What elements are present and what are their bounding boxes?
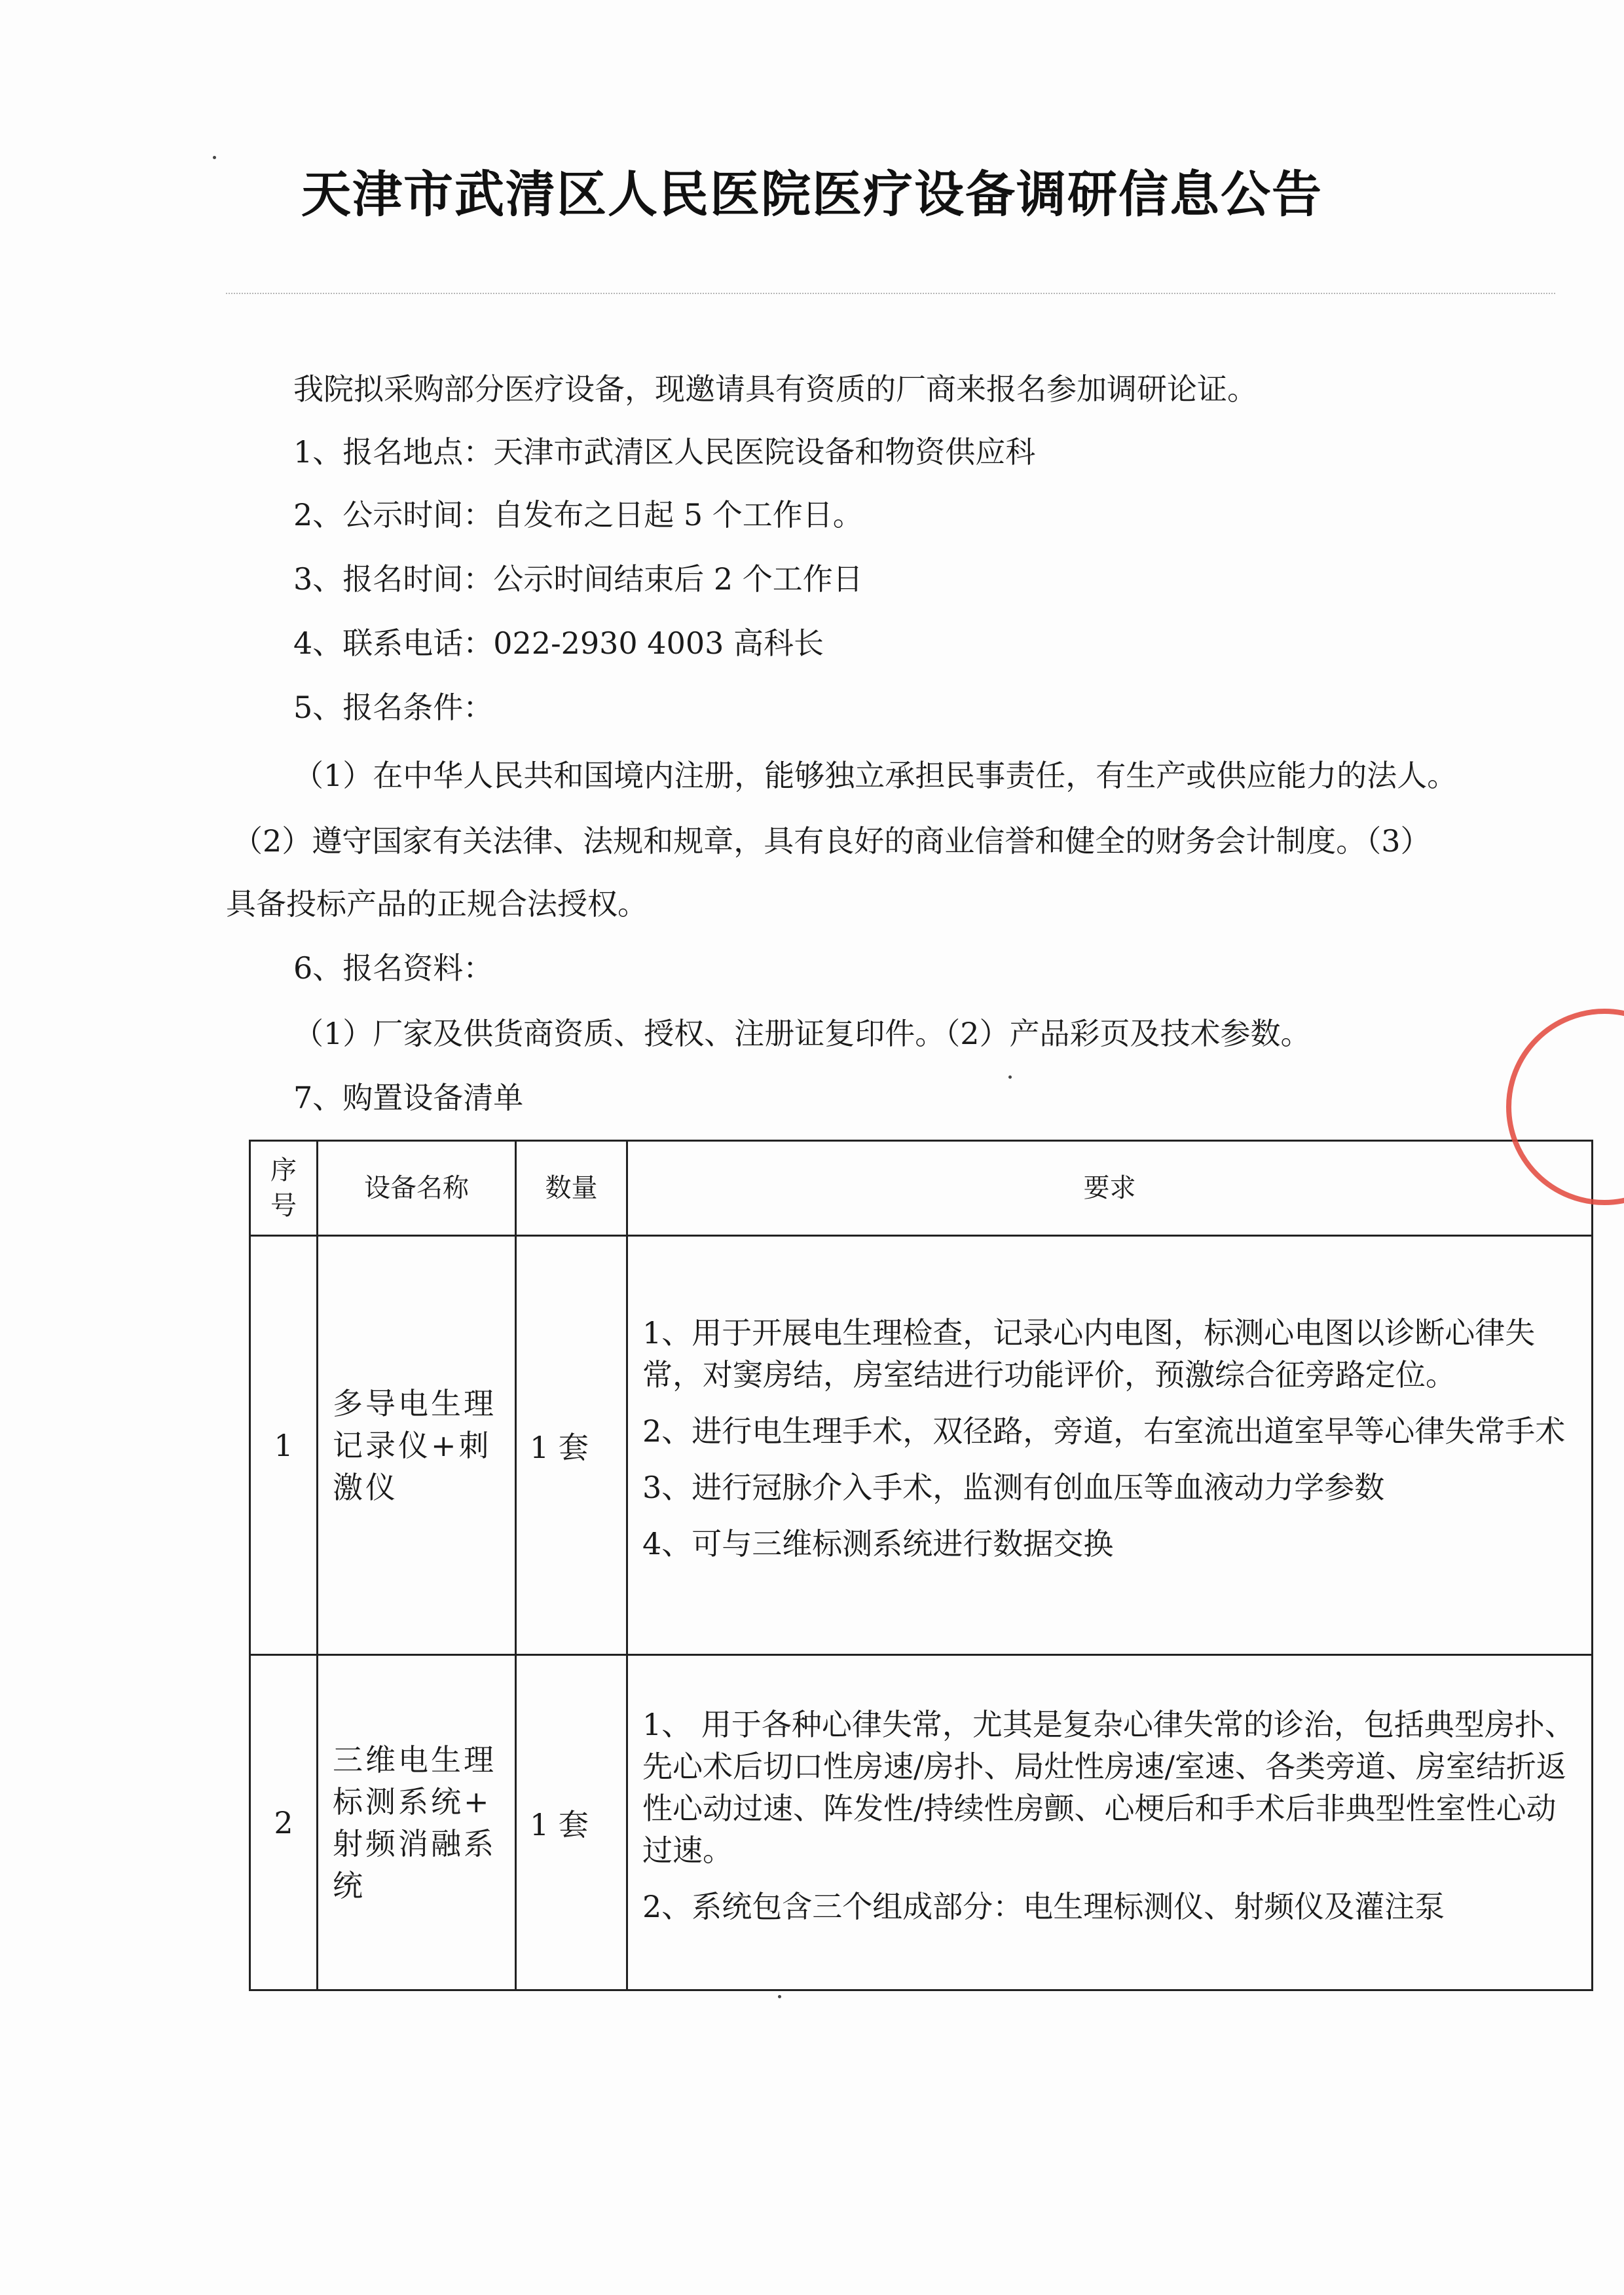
item-location: 1、报名地点：天津市武清区人民医院设备和物资供应科 <box>293 434 1036 470</box>
document-title: 天津市武清区人民医院医疗设备调研信息公告 <box>301 165 1323 223</box>
row-requirements <box>627 1236 1593 1655</box>
requirement-line: 2、系统包含三个组成部分：电生理标测仪、射频仪及灌注泵 <box>642 1888 1445 1924</box>
table-header-row <box>250 1141 1593 1236</box>
header-name: 设备名称 <box>318 1141 516 1236</box>
title-divider <box>226 293 1555 294</box>
materials-text: （1）厂家及供货商资质、授权、注册证复印件。（2）产品彩页及技术参数。 <box>293 1016 1311 1051</box>
scan-speck <box>778 1995 781 1998</box>
header-no: 序 号 <box>250 1141 318 1236</box>
requirement-line: 2、进行电生理手术，双径路，旁道，右室流出道室早等心律失常手术 <box>642 1413 1566 1449</box>
requirement-line: 4、可与三维标测系统进行数据交换 <box>642 1525 1114 1561</box>
equipment-table <box>249 1140 1593 1991</box>
table-row <box>250 1236 1593 1655</box>
requirement-line: 1、用于开展电生理检查，记录心内电图，标测心电图以诊断心律失常，对窦房结，房室结进行功能评价，预激综合征旁路定位。 <box>642 1315 1536 1392</box>
item-contact-phone: 4、联系电话：022-2930 4003 高科长 <box>293 625 824 661</box>
item-conditions-heading: 5、报名条件： <box>293 690 494 725</box>
intro-paragraph: 我院拟采购部分医疗设备，现邀请具有资质的厂商来报名参加调研论证。 <box>293 371 1257 407</box>
scan-speck <box>1008 1075 1012 1079</box>
scan-speck <box>213 156 216 159</box>
requirement-line: 1、 用于各种心律失常，尤其是复杂心律失常的诊治，包括典型房扑、先心术后切口性房速/房扑、局灶性房速/室速、各类旁道、房室结折返性心动过速、阵发性/持续性房颤、心梗后和手术后非典型性室性心动过速。 <box>642 1706 1575 1868</box>
row-quantity: 1 套 <box>516 1655 627 1990</box>
condition-line-1: （1）在中华人民共和国境内注册，能够独立承担民事责任，有生产或供应能力的法人。 <box>293 758 1458 793</box>
item-publicity-period: 2、公示时间：自发布之日起 5 个工作日。 <box>293 497 863 532</box>
row-quantity: 1 套 <box>516 1236 627 1655</box>
row-no: 2 <box>250 1655 318 1990</box>
row-requirements <box>627 1655 1593 1990</box>
item-registration-time: 3、报名时间：公示时间结束后 2 个工作日 <box>293 561 863 597</box>
row-no: 1 <box>250 1236 318 1655</box>
equipment-list-heading: 7、购置设备清单 <box>293 1080 524 1115</box>
condition-line-3: 具备投标产品的正规合法授权。 <box>226 886 648 922</box>
table-row <box>250 1655 1593 1990</box>
condition-line-2: （2）遵守国家有关法律、法规和规章，具有良好的商业信誉和健全的财务会计制度。（3） <box>232 823 1431 859</box>
materials-heading: 6、报名资料： <box>293 950 494 986</box>
row-equipment-name: 多导电生理 记录仪+刺 激仪 <box>318 1236 516 1655</box>
header-qty: 数量 <box>516 1141 627 1236</box>
requirement-line: 3、进行冠脉介入手术，监测有创血压等血液动力学参数 <box>642 1469 1385 1505</box>
header-requirements: 要求 <box>627 1141 1593 1236</box>
row-equipment-name: 三维电生理 标测系统+ 射频消融系 统 <box>318 1655 516 1990</box>
